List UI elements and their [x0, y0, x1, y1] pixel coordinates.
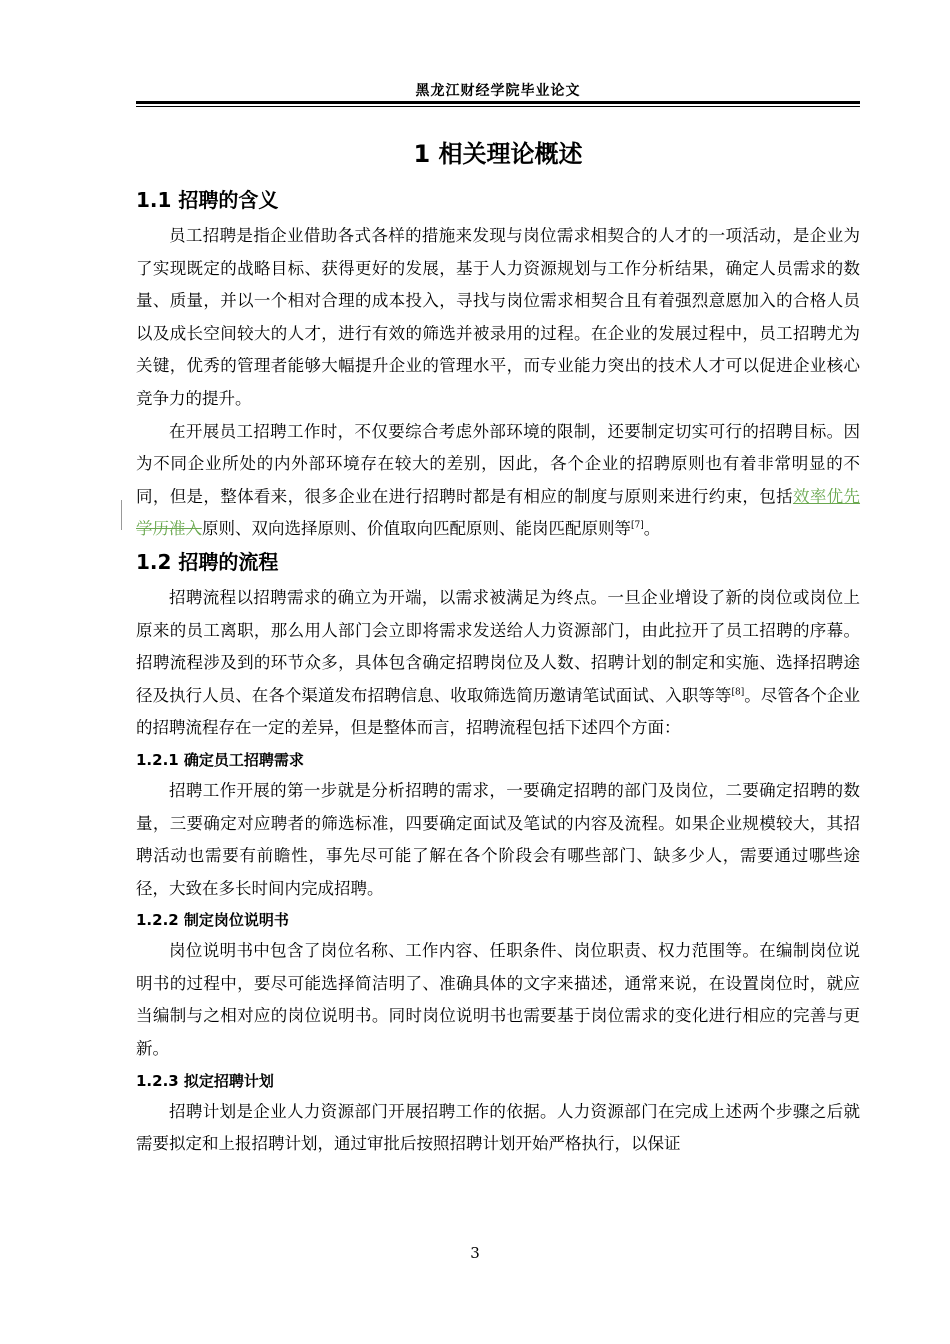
paragraph: 员工招聘是指企业借助各式各样的措施来发现与岗位需求相契合的人才的一项活动，是企业为了实现既定的战略目标、获得更好的发展，基于人力资源规划与工作分析结果，确定人员需求的数量、质量，并以一个相对合理的成本投入，寻找与岗位需求相契合且有着强烈意愿加入的合格人员以及成长空间较大的人才，进行有效的筛选并被录用的过程。在企业的发展过程中，员工招聘尤为关键，优秀的管理者能够大幅提升企业的管理水平，而专业能力突出的技术人才可以促进企业核心竞争力的提升。	[136, 226, 860, 408]
page-number: 3	[470, 1244, 480, 1262]
paragraph-text: 招聘流程以招聘需求的确立为开端，以需求被满足为终点。一旦企业增设了新的岗位或岗位上原来的员工离职，那么用人部门会立即将需求发送给人力资源部门，由此拉开了员工招聘的序幕。招聘流程涉及到的环节众多，具体包含确定招聘岗位及人数、招聘计划的制定和实施、选择招聘途径及执行人员、在各个渠道发布招聘信息、收取筛选简历邀请笔试面试、入职等等	[136, 587, 860, 705]
header-rule-thick	[136, 101, 860, 104]
paragraph-text: 在开展员工招聘工作时，不仅要综合考虑外部环境的限制，还要制定切实可行的招聘目标。因为不同企业所处的内外部环境存在较大的差别，因此，各个企业的招聘原则也有着非常明显的不同，但是，整体看来，很多企业在进行招聘时都是有相应的制度与原则来进行约束，包括	[136, 421, 860, 506]
paragraph	[136, 582, 860, 745]
tracked-insertion[interactable]: 效率优先	[792, 486, 861, 506]
subsection-title-1-2-2: 1.2.2 制定岗位说明书	[136, 911, 289, 930]
citation-ref: [8]	[731, 687, 745, 698]
paragraph: 招聘计划是企业人力资源部门开展招聘工作的依据。人力资源部门在完成上述两个步骤之后就需要拟定和上报招聘计划，通过审批后按照招聘计划开始严格执行，以保证	[136, 1101, 860, 1154]
page-content	[136, 130, 860, 1161]
citation-ref: [7]	[631, 520, 644, 531]
subsection-title-1-2-1: 1.2.1 确定员工招聘需求	[136, 750, 304, 769]
paragraph-text: 。尽管各个企业的招聘流程存在一定的差异，但是整体而言，招聘流程包括下述四个方面：	[136, 685, 861, 738]
tracked-deletion[interactable]: 学历准入	[136, 519, 202, 539]
paragraph: 招聘工作开展的第一步就是分析招聘的需求，一要确定招聘的部门及岗位，二要确定招聘的数量，三要确定对应聘者的筛选标准，四要确定面试及笔试的内容及流程。如果企业规模较大，其招聘活动也需要有前瞻性，事先尽可能了解在各个阶段会有哪些部门、缺多少人，需要通过哪些途径，大致在多长时间内完成招聘。	[136, 780, 860, 898]
header-rule-thin	[136, 106, 860, 107]
section-title-1-1: 1.1 招聘的含义	[136, 188, 279, 212]
page-header: 黑龙江财经学院毕业论文	[415, 83, 581, 99]
section-title-1-2: 1.2 招聘的流程	[136, 549, 279, 574]
revision-change-bar	[121, 500, 122, 530]
chapter-title: 1 相关理论概述	[413, 140, 583, 168]
paragraph	[136, 416, 860, 546]
paragraph: 岗位说明书中包含了岗位名称、工作内容、任职条件、岗位职责、权力范围等。在编制岗位说明书的过程中，要尽可能选择简洁明了、准确具体的文字来描述，通常来说，在设置岗位时，就应当编制与之相对应的岗位说明书。同时岗位说明书也需要基于岗位需求的变化进行相应的完善与更新。	[136, 941, 860, 1059]
subsection-title-1-2-3: 1.2.3 拟定招聘计划	[136, 1071, 274, 1090]
paragraph-text: 原则、双向选择原则、价值取向匹配原则、能岗匹配原则等	[202, 519, 631, 539]
paragraph-text: 。	[643, 519, 661, 539]
